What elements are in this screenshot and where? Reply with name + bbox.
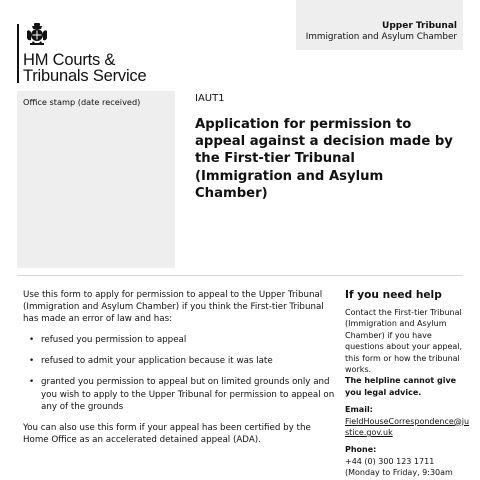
tribunal-title: Upper Tribunal [382,21,457,31]
office-stamp-box [17,91,175,268]
phone-number: +44 (0) 300 123 1711 [345,456,435,466]
tribunal-header-box [296,0,463,50]
list-item [23,376,337,412]
bullet-icon: • [29,356,35,367]
list-item-text: granted you permission to appeal but on limited grounds only and you wish to apply to the Upper Tribunal for permission to appeal on any of the grounds [41,377,335,412]
logo-text-line1: HM Courts & [23,51,116,69]
email-label: Email: [345,405,373,415]
opening-hours: (Monday to Friday, 9:30am [345,468,453,478]
phone-label: Phone: [345,445,377,455]
list-item [23,334,337,346]
intro-bullet-list [23,334,337,412]
help-text: Contact the First-tier Tribunal (Immigration and Asylum Chamber) if you have questions about your appeal, this form or how the tribunal works. [345,308,463,375]
intro-section [23,289,337,446]
logo-text-line2: Tribunals Service [23,67,147,85]
list-item-text: refused you permission to appeal [41,335,187,346]
email-link[interactable]: FieldHouseCorrespondence@justice.gov.uk [345,416,470,438]
help-sidebar [345,289,470,479]
bullet-icon: • [29,335,35,346]
list-item [23,355,337,367]
bullet-icon: • [29,377,35,388]
crest-icon [24,22,50,48]
form-title: Application for permission to appeal against a decision made by the First-tier Tribunal (Immigration and Asylum Chamber) [195,117,453,201]
help-heading: If you need help [345,289,442,301]
list-item-text: refused to admit your application because it was late [41,356,273,367]
tribunal-subtitle: Immigration and Asylum Chamber [305,32,457,42]
office-stamp-label: Office stamp (date received) [23,97,141,107]
section-divider [17,275,463,276]
helpline-warning: The helpline cannot give you legal advice. [345,376,457,397]
form-code: IAUT1 [195,93,225,104]
intro-paragraph: Use this form to apply for permission to appeal to the Upper Tribunal (Immigration and Asylum Chamber) if you think the First-tier Tribunal has made an error of law and has: [23,290,324,325]
intro-closing: You can also use this form if your appeal has been certified by the Home Office as an accelerated detained appeal (ADA). [23,422,311,445]
logo-divider [17,24,19,83]
